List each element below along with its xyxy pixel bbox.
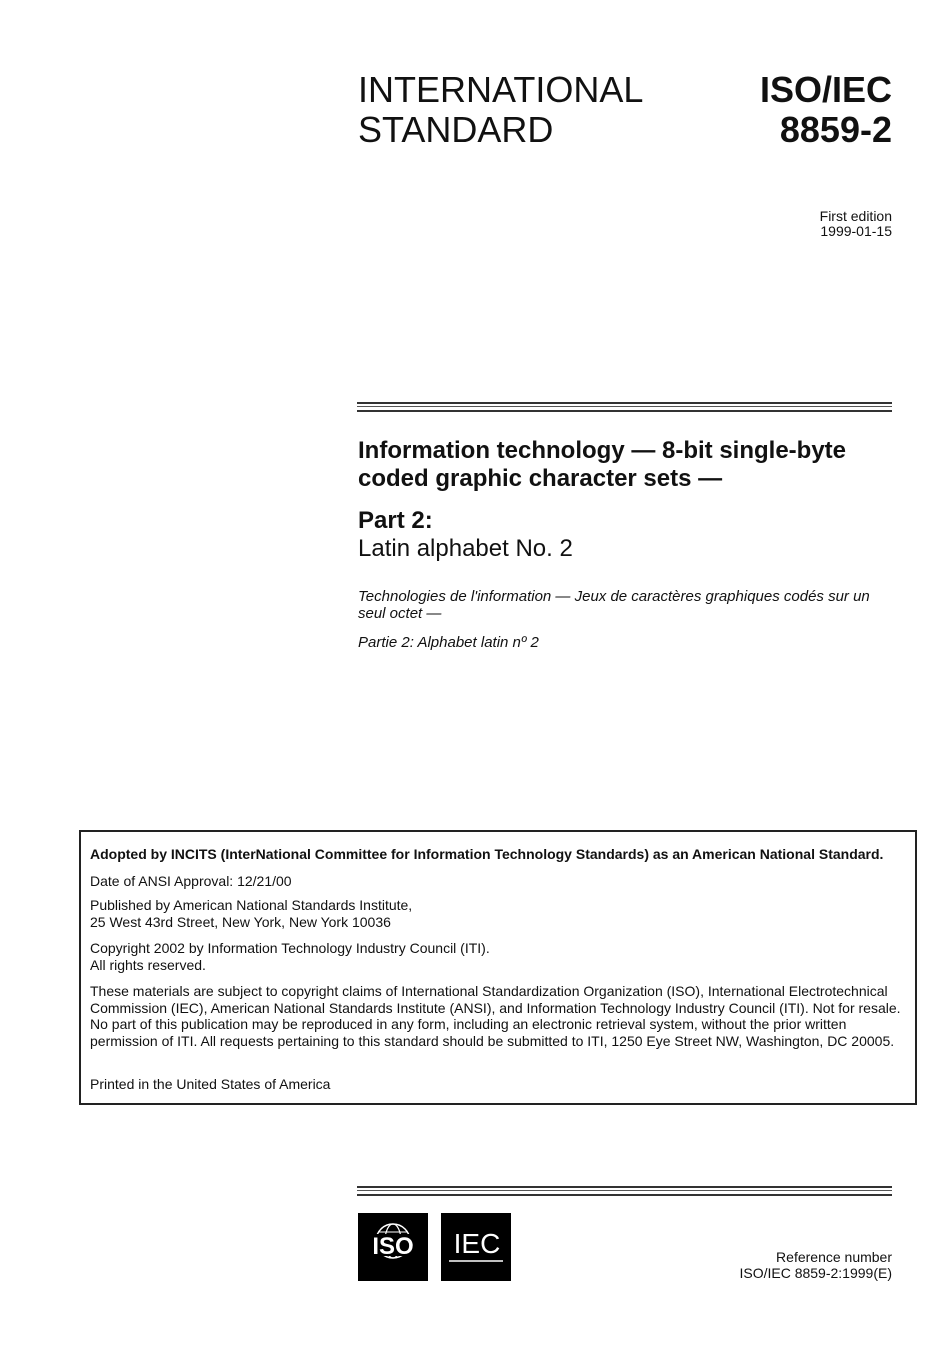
- adoption-heading: Adopted by INCITS (InterNational Committee for Information Technology Standards) as an American National Standard.: [90, 846, 884, 862]
- iso-logo-text: ISO: [372, 1233, 414, 1260]
- edition-info: [820, 209, 892, 239]
- legal-notice: These materials are subject to copyright claims of International Standardization Organization (ISO), International Electrotechnical Commission (IEC), American National Standards Institute (ANSI), and Information Technology Industry Council (ITI). Not for resale. No part of this publication may be reproduced in any form, including an electronic retrieval system, without the prior written permission of ITI. All requests pertaining to this standard should be submitted to ITI, 1250 Eye Street NW, Washington, DC 20005.: [90, 983, 901, 1049]
- part-title: Latin alphabet No. 2: [358, 535, 573, 562]
- reference-info: [739, 1249, 892, 1281]
- reference-number: ISO/IEC 8859-2:1999(E): [739, 1265, 892, 1281]
- document-type: [358, 70, 643, 150]
- edition-label: First edition: [819, 208, 892, 224]
- printed-in: Printed in the United States of America: [90, 1076, 331, 1092]
- adoption-box: [79, 830, 917, 1105]
- iec-logo-graphic: [441, 1213, 511, 1281]
- document-type-line1: INTERNATIONAL: [358, 69, 644, 110]
- copyright-line1: Copyright 2002 by Information Technology Industry Council (ITI).: [90, 940, 490, 956]
- french-part-title: Partie 2: Alphabet latin nº 2: [358, 634, 539, 651]
- publisher-line2: 25 West 43rd Street, New York, New York 10036: [90, 913, 391, 930]
- part-label: Part 2:: [358, 507, 433, 534]
- approval-date: Date of ANSI Approval: 12/21/00: [90, 873, 292, 889]
- iec-logo-text: IEC: [453, 1228, 501, 1259]
- iso-logo-graphic: [358, 1213, 428, 1281]
- copyright-line2: All rights reserved.: [90, 956, 206, 973]
- publisher-line1: Published by American National Standards Institute,: [90, 897, 413, 913]
- bottom-divider: [357, 1186, 892, 1196]
- standard-number-line2: 8859-2: [779, 109, 892, 150]
- document-title: Information technology — 8-bit single-byte coded graphic character sets —: [358, 437, 847, 492]
- copyright-info: [90, 940, 914, 973]
- document-type-line2: STANDARD: [358, 109, 554, 150]
- standard-number-line1: ISO/IEC: [759, 69, 892, 110]
- standard-number: [760, 70, 892, 150]
- publisher-info: [90, 897, 914, 930]
- french-title: Technologies de l'information — Jeux de caractères graphiques codés sur un seul octet —: [358, 588, 870, 622]
- top-divider: [357, 402, 892, 412]
- reference-label: Reference number: [776, 1249, 892, 1265]
- edition-date: 1999-01-15: [820, 223, 892, 239]
- iec-logo: [441, 1213, 511, 1281]
- iso-logo: [358, 1213, 428, 1281]
